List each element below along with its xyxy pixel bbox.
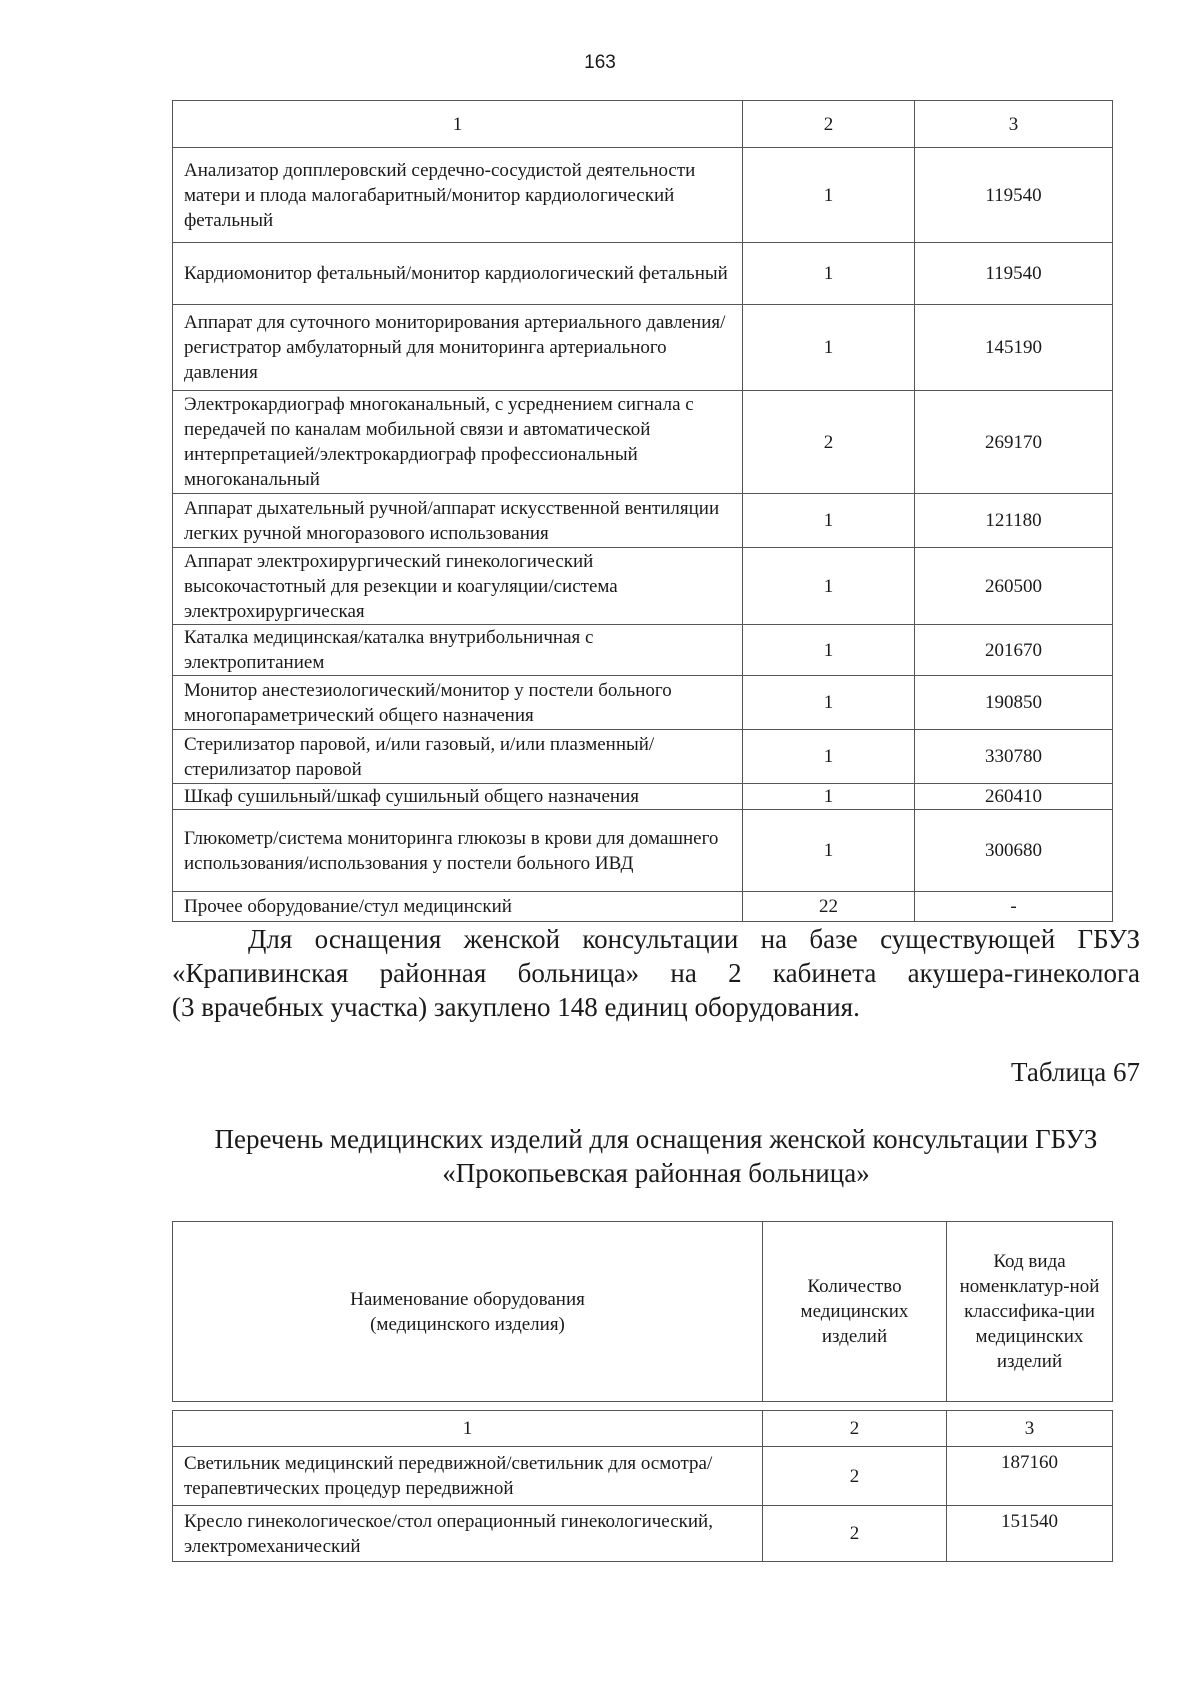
table-title-line: «Прокопьевская районная больница» bbox=[442, 1158, 870, 1188]
table-67-body bbox=[172, 1410, 1113, 1562]
equipment-quantity: 2 bbox=[763, 1447, 947, 1506]
equipment-name: Прочее оборудование/стул медицинский bbox=[173, 892, 743, 922]
header-nomenclature-code: Код вида номенклатур-ной классифика-ции медицинских изделий bbox=[947, 1222, 1113, 1402]
equipment-code: 260500 bbox=[915, 548, 1113, 625]
equipment-code: 330780 bbox=[915, 730, 1113, 784]
equipment-quantity: 1 bbox=[743, 625, 915, 676]
col-number-2: 2 bbox=[763, 1411, 947, 1447]
page-number: 163 bbox=[584, 52, 616, 73]
table-title bbox=[172, 1122, 1140, 1190]
column-numbering-row bbox=[173, 1411, 1113, 1447]
equipment-quantity: 1 bbox=[743, 548, 915, 625]
equipment-code: 119540 bbox=[915, 148, 1113, 243]
equipment-quantity: 1 bbox=[743, 730, 915, 784]
equipment-code: 119540 bbox=[915, 243, 1113, 305]
header-quantity: Количество медицинских изделий bbox=[763, 1222, 947, 1402]
col-number-3: 3 bbox=[915, 101, 1113, 148]
equipment-quantity: 22 bbox=[743, 892, 915, 922]
equipment-name: Монитор анестезиологический/монитор у постели больного многопараметрический общего назначения bbox=[173, 676, 743, 730]
equipment-quantity: 1 bbox=[743, 784, 915, 810]
equipment-code: - bbox=[915, 892, 1113, 922]
col-number-3: 3 bbox=[947, 1411, 1113, 1447]
table-67-header bbox=[172, 1221, 1113, 1402]
equipment-name: Аппарат дыхательный ручной/аппарат искусственной вентиляции легких ручной многоразового использования bbox=[173, 494, 743, 548]
equipment-code: 151540 bbox=[947, 1506, 1113, 1562]
equipment-quantity: 1 bbox=[743, 676, 915, 730]
equipment-code: 300680 bbox=[915, 810, 1113, 892]
equipment-code: 260410 bbox=[915, 784, 1113, 810]
equipment-name: Стерилизатор паровой, и/или газовый, и/или плазменный/стерилизатор паровой bbox=[173, 730, 743, 784]
equipment-name: Шкаф сушильный/шкаф сушильный общего назначения bbox=[173, 784, 743, 810]
column-numbering-row bbox=[173, 101, 1113, 148]
col-number-2: 2 bbox=[743, 101, 915, 148]
table-row bbox=[173, 810, 1113, 892]
equipment-name: Глюкометр/система мониторинга глюкозы в крови для домашнего использования/использования у постели больного ИВД bbox=[173, 810, 743, 892]
table-label: Таблица 67 bbox=[1011, 1057, 1140, 1087]
equipment-name: Аппарат электрохирургический гинекологический высокочастотный для резекции и коагуляции/система электрохирургическая bbox=[173, 548, 743, 625]
table-row bbox=[173, 730, 1113, 784]
equipment-name: Аппарат для суточного мониторирования артериального давления/регистратор амбулаторный для мониторинга артериального давления bbox=[173, 305, 743, 391]
equipment-code: 190850 bbox=[915, 676, 1113, 730]
equipment-code: 201670 bbox=[915, 625, 1113, 676]
equipment-name: Каталка медицинская/каталка внутрибольничная с электропитанием bbox=[173, 625, 743, 676]
paragraph-line: (3 врачебных участка) закуплено 148 единиц оборудования. bbox=[172, 992, 860, 1022]
equipment-code: 269170 bbox=[915, 391, 1113, 494]
col-number-1: 1 bbox=[173, 101, 743, 148]
table-row bbox=[173, 676, 1113, 730]
equipment-code: 145190 bbox=[915, 305, 1113, 391]
equipment-quantity: 1 bbox=[743, 148, 915, 243]
equipment-quantity: 1 bbox=[743, 494, 915, 548]
table-row bbox=[173, 625, 1113, 676]
equipment-name: Кресло гинекологическое/стол операционный гинекологический, электромеханический bbox=[173, 1506, 763, 1562]
table-row bbox=[173, 243, 1113, 305]
table-row bbox=[173, 1447, 1113, 1506]
equipment-code: 187160 bbox=[947, 1447, 1113, 1506]
table-row bbox=[173, 305, 1113, 391]
equipment-name: Электрокардиограф многоканальный, с усреднением сигнала с передачей по каналам мобильной связи и автоматической интерпретацией/электрокардиограф профессиональный многоканальный bbox=[173, 391, 743, 494]
equipment-quantity: 1 bbox=[743, 305, 915, 391]
paragraph-line: «Крапивинская районная больница» на 2 кабинета акушера-гинеколога bbox=[172, 958, 1140, 988]
equipment-quantity: 2 bbox=[763, 1506, 947, 1562]
table-row bbox=[173, 391, 1113, 494]
table-row bbox=[173, 892, 1113, 922]
header-equipment-name: Наименование оборудования (медицинского изделия) bbox=[173, 1222, 763, 1402]
body-paragraph bbox=[172, 922, 1140, 1024]
equipment-table-continued bbox=[172, 100, 1113, 922]
table-row bbox=[173, 148, 1113, 243]
table-row bbox=[173, 784, 1113, 810]
equipment-name: Кардиомонитор фетальный/монитор кардиологический фетальный bbox=[173, 243, 743, 305]
equipment-name: Анализатор допплеровский сердечно-сосудистой деятельности матери и плода малогабаритный/монитор кардиологический фетальный bbox=[173, 148, 743, 243]
equipment-quantity: 1 bbox=[743, 243, 915, 305]
equipment-quantity: 1 bbox=[743, 810, 915, 892]
equipment-quantity: 2 bbox=[743, 391, 915, 494]
col-number-1: 1 bbox=[173, 1411, 763, 1447]
table-row bbox=[173, 548, 1113, 625]
table-row bbox=[173, 1506, 1113, 1562]
table-row bbox=[173, 494, 1113, 548]
equipment-code: 121180 bbox=[915, 494, 1113, 548]
table-title-line: Перечень медицинских изделий для оснащения женской консультации ГБУЗ bbox=[214, 1124, 1098, 1154]
equipment-name: Светильник медицинский передвижной/светильник для осмотра/терапевтических процедур передвижной bbox=[173, 1447, 763, 1506]
paragraph-line: Для оснащения женской консультации на базе существующей ГБУЗ bbox=[248, 924, 1140, 954]
